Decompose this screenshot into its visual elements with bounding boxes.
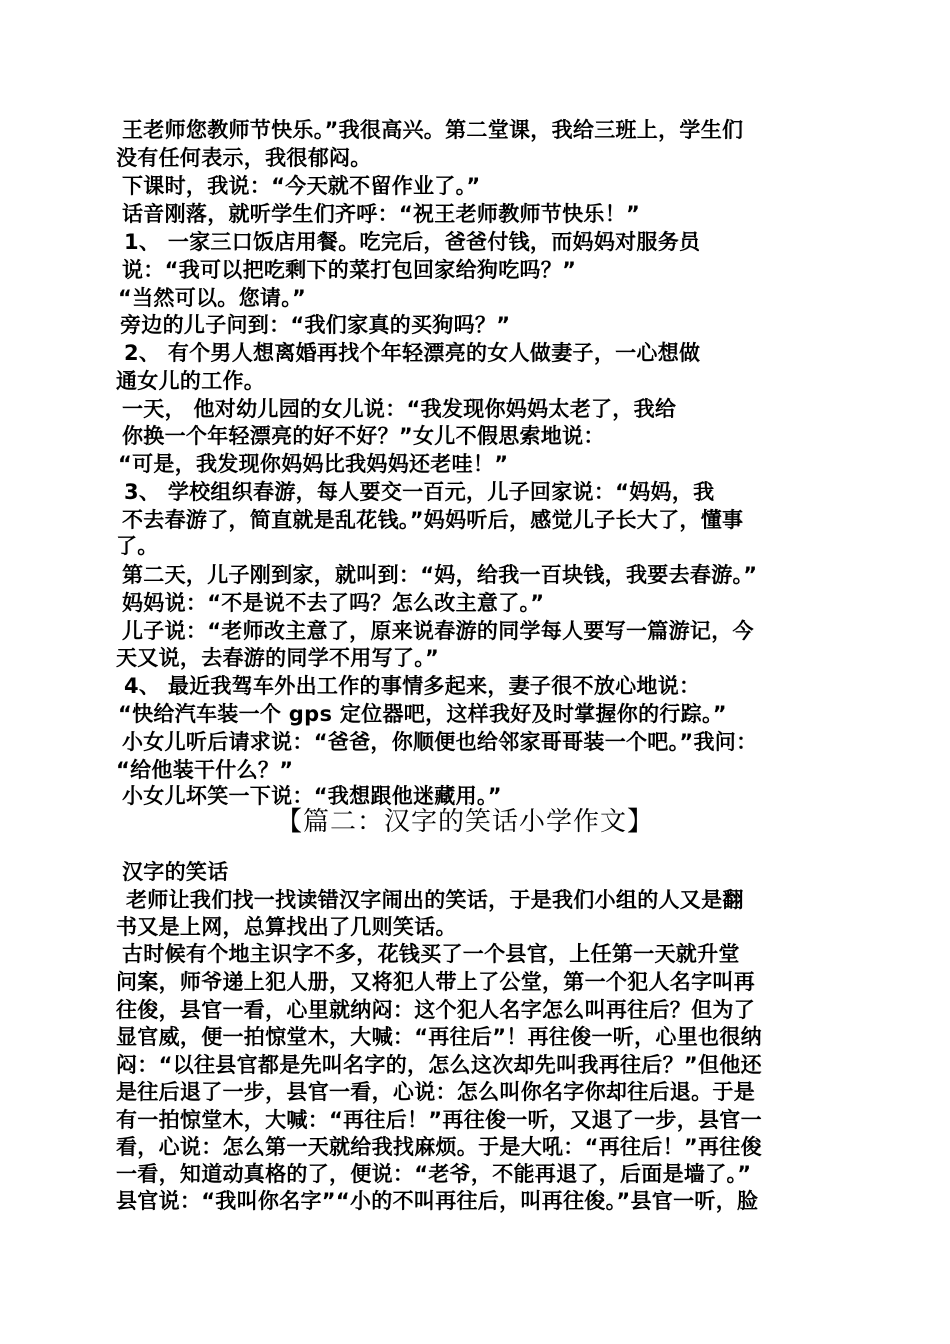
text-line: 通女儿的工作。 bbox=[116, 369, 266, 393]
text-line: “给他装干什么？” bbox=[116, 758, 294, 782]
text-line: 一看，知道动真格的了，便说：“老爷，不能再退了，后面是墙了。” bbox=[116, 1162, 752, 1186]
text-line: 下课时，我说：“今天就不留作业了。” bbox=[122, 174, 481, 198]
text-line: “当然可以。您请。” bbox=[118, 286, 307, 310]
text-line: 古时候有个地主识字不多，花钱买了一个县官，上任第一天就升堂 bbox=[122, 942, 740, 966]
text-line: “快给汽车装一个 gps 定位器吧，这样我好及时掌握你的行踪。” bbox=[118, 702, 727, 726]
text-line: 书又是上网，总算找出了几则笑话。 bbox=[116, 915, 457, 939]
text-line: 是往后退了一步，县官一看，心说：怎么叫你名字你却往后退。于是 bbox=[116, 1080, 755, 1104]
text-line: 2、 有个男人想离婚再找个年轻漂亮的女人做妻子，一心想做 bbox=[124, 341, 701, 365]
text-line: 4、 最近我驾车外出工作的事情多起来，妻子很不放心地说： bbox=[124, 674, 701, 698]
text-line: 妈妈说：“不是说不去了吗？怎么改主意了。” bbox=[122, 591, 545, 615]
text-line: 闷：“以往县官都是先叫名字的，怎么这次却先叫我再往后？”但他还 bbox=[116, 1053, 762, 1077]
text-line: 儿子说：“老师改主意了，原来说春游的同学每人要写一篇游记，今 bbox=[122, 619, 754, 643]
text-line: 小女儿听后请求说：“爸爸，你顺便也给邻家哥哥装一个吧。”我问： bbox=[122, 730, 758, 754]
text-line: 王老师您教师节快乐。”我很高兴。第二堂课，我给三班上，学生们 bbox=[122, 118, 744, 142]
text-line: 1、 一家三口饭店用餐。吃完后，爸爸付钱，而妈妈对服务员 bbox=[124, 230, 701, 254]
text-line: 往俊，县官一看，心里就纳闷：这个犯人名字怎么叫再往后？但为了 bbox=[116, 998, 755, 1022]
text-line: 你换一个年轻漂亮的好不好？”女儿不假思索地说： bbox=[122, 424, 605, 448]
text-line: 天又说，去春游的同学不用写了。” bbox=[116, 646, 440, 670]
text-line: 问案，师爷递上犯人册，又将犯人带上了公堂，第一个犯人名字叫再 bbox=[116, 970, 755, 994]
section-heading: 【篇二：汉字的笑话小学作文】 bbox=[276, 807, 655, 837]
text-line: 话音刚落，就听学生们齐呼：“祝王老师教师节快乐！” bbox=[122, 202, 641, 226]
text-line: 看，心说：怎么第一天就给我找麻烦。于是大吼：“再往后！”再往俊 bbox=[116, 1135, 762, 1159]
text-line: 说：“我可以把吃剩下的菜打包回家给狗吃吗？” bbox=[122, 258, 577, 282]
text-line: 老师让我们找一找读错汉字闹出的笑话，于是我们小组的人又是翻 bbox=[126, 888, 744, 912]
text-line: 没有任何表示，我很郁闷。 bbox=[116, 146, 372, 170]
text-line: 汉字的笑话 bbox=[122, 860, 229, 884]
text-line: “可是，我发现你妈妈比我妈妈还老哇！” bbox=[118, 452, 509, 476]
text-line: 了。 bbox=[116, 534, 159, 558]
text-line: 旁边的儿子问到：“我们家真的买狗吗？” bbox=[120, 313, 511, 337]
text-line: 县官说：“我叫你名字”“小的不叫再往后，叫再往俊。”县官一听，脸 bbox=[116, 1189, 759, 1213]
text-line: 不去春游了，简直就是乱花钱。”妈妈听后，感觉儿子长大了，懂事 bbox=[122, 508, 744, 532]
text-line: 显官威，便一拍惊堂木，大喊：“再往后”！再往俊一听，心里也很纳 bbox=[116, 1025, 762, 1049]
text-line: 第二天，儿子刚到家，就叫到：“妈，给我一百块钱，我要去春游。” bbox=[122, 563, 758, 587]
text-line: 有一拍惊堂木，大喊：“再往后！”再往俊一听，又退了一步，县官一 bbox=[116, 1108, 762, 1132]
text-line: 小女儿坏笑一下说：“我想跟他迷藏用。” bbox=[122, 784, 502, 808]
text-line: 3、 学校组织春游，每人要交一百元，儿子回家说：“妈妈，我 bbox=[124, 480, 715, 504]
text-line: 一天， 他对幼儿园的女儿说：“我发现你妈妈太老了，我给 bbox=[122, 397, 677, 421]
